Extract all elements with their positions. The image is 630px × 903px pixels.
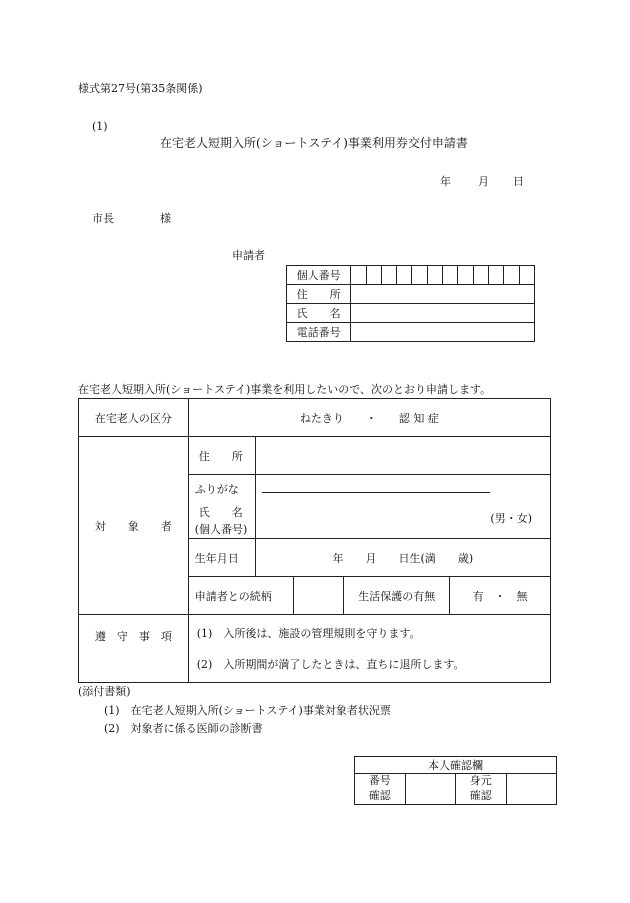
rules-cell xyxy=(188,615,550,683)
date-month: 月 xyxy=(478,175,489,188)
rules-row xyxy=(79,615,551,683)
rule-2: (2) 入所期間が満了したときは、直ちに退所します。 xyxy=(196,657,465,671)
subject-name-label-cell xyxy=(188,475,255,539)
sub-number: (1) xyxy=(92,120,108,133)
identity-confirm-table xyxy=(354,756,557,805)
relation-label: 申請者との続柄 xyxy=(188,577,293,615)
page-title: 在宅老人短期入所(ショートステイ)事業利用券交付申請書 xyxy=(160,136,468,150)
confirm-identity-label: 身元 確認 xyxy=(455,774,506,805)
main-table xyxy=(78,398,551,683)
mynumber-digit[interactable] xyxy=(458,266,473,285)
confirm-number-field[interactable] xyxy=(405,774,455,805)
mynumber-digit[interactable] xyxy=(443,266,458,285)
subject-address-field[interactable] xyxy=(255,437,550,475)
mynumber-digit[interactable] xyxy=(366,266,381,285)
mynumber-digit[interactable] xyxy=(412,266,427,285)
mynumber-digit[interactable] xyxy=(381,266,396,285)
welfare-value[interactable]: 有 ・ 無 xyxy=(450,577,551,615)
applicant-phone-label: 電話番号 xyxy=(287,323,351,342)
applicant-address-field[interactable] xyxy=(351,285,535,304)
subject-name-field[interactable] xyxy=(255,475,550,539)
intro-text: 在宅老人短期入所(ショートステイ)事業を利用したいので、次のとおり申請します。 xyxy=(78,383,492,396)
applicant-row-name xyxy=(287,304,535,323)
relation-field[interactable] xyxy=(293,577,344,615)
confirm-identity-field[interactable] xyxy=(506,774,556,805)
confirm-title: 本人確認欄 xyxy=(355,757,557,774)
confirm-number-label: 番号 確認 xyxy=(355,774,406,805)
category-label: 在宅老人の区分 xyxy=(79,399,189,437)
date-year: 年 xyxy=(440,175,451,188)
attachment-item: (1) 在宅老人短期入所(ショートステイ)事業対象者状況票 xyxy=(104,704,391,717)
mynumber-label: (個人番号) xyxy=(194,523,248,537)
applicant-row-phone xyxy=(287,323,535,342)
rule-1: (1) 入所後は、施設の管理規則を守ります。 xyxy=(196,626,421,640)
attachments-heading: (添付書類) xyxy=(78,685,131,698)
mynumber-digit[interactable] xyxy=(473,266,488,285)
date-day: 日 xyxy=(513,175,524,188)
birth-value[interactable]: 年 月 日生(満 歳) xyxy=(255,539,550,577)
sex-option[interactable]: (男・女) xyxy=(490,512,532,525)
subject-address-row xyxy=(79,437,551,475)
applicant-address-label: 住 所 xyxy=(287,285,351,304)
applicant-row-mynumber xyxy=(287,266,535,285)
applicant-label: 申請者 xyxy=(232,249,265,262)
form-number: 様式第27号(第35条関係) xyxy=(78,82,203,95)
welfare-label: 生活保護の有無 xyxy=(344,577,450,615)
name-label: 氏 名 xyxy=(198,506,243,520)
furigana-underline xyxy=(262,492,490,493)
mynumber-digit[interactable] xyxy=(504,266,519,285)
applicant-mynumber-label: 個人番号 xyxy=(287,266,351,285)
applicant-name-label: 氏 名 xyxy=(287,304,351,323)
mynumber-digit[interactable] xyxy=(519,266,534,285)
rules-label: 遵 守 事 項 xyxy=(79,615,189,683)
mynumber-digit[interactable] xyxy=(397,266,412,285)
category-row xyxy=(79,399,551,437)
subject-label: 対 象 者 xyxy=(79,437,189,615)
birth-label: 生年月日 xyxy=(188,539,255,577)
category-value[interactable]: ねたきり ・ 認 知 症 xyxy=(188,399,550,437)
subject-address-label: 住 所 xyxy=(188,437,255,475)
addressee-name: 市長 xyxy=(92,212,114,225)
furigana-label: ふりがな xyxy=(194,483,239,496)
mynumber-digit[interactable] xyxy=(488,266,503,285)
mynumber-digit[interactable] xyxy=(427,266,442,285)
addressee-honorific: 様 xyxy=(160,212,171,225)
applicant-row-address xyxy=(287,285,535,304)
applicant-table xyxy=(286,265,535,342)
applicant-name-field[interactable] xyxy=(351,304,535,323)
mynumber-digit[interactable] xyxy=(351,266,366,285)
applicant-phone-field[interactable] xyxy=(351,323,535,342)
attachment-item: (2) 対象者に係る医師の診断書 xyxy=(104,722,263,735)
